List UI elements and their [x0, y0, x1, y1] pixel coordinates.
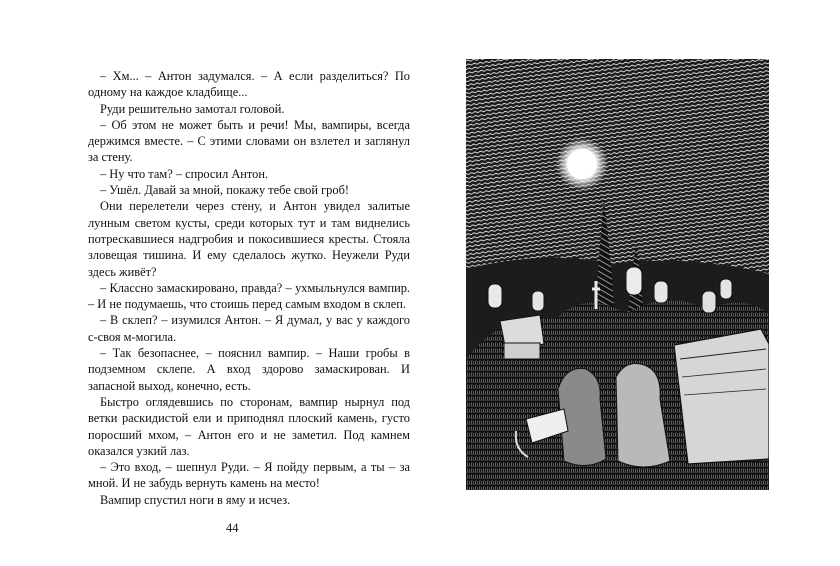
paragraph: – Хм... – Антон задумался. – А если разделиться? По одному на каждое кладбище...	[88, 69, 410, 100]
paragraph: – Об этом не может быть и речи! Мы, вампиры, всегда держимся вместе. – С этими словами он взлетел и заглянул за стену.	[88, 117, 410, 165]
paragraph: Быстро оглядевшись по сторонам, вампир нырнул под ветки раскидистой ели и приподнял плоский камень, густо поросший мхом, – Антон его и не заметил. Под камнем оказался узкий лаз.	[88, 394, 410, 458]
page-text	[88, 68, 410, 508]
paragraph: – Классно замаскировано, правда? – ухмыльнулся вампир. – И не подумаешь, что стоишь перед самым входом в склеп.	[88, 280, 410, 312]
paragraph: – Это вход, – шепнул Руди. – Я пойду первым, а ты – за мной. И не забудь вернуть камень на место!	[88, 460, 410, 491]
paragraph: Вампир спустил ноги в яму и исчез.	[100, 492, 291, 507]
paragraph: – Ушёл. Давай за мной, покажу тебе свой гроб!	[100, 183, 350, 198]
cemetery-illustration	[466, 59, 769, 490]
paragraph: Руди решительно замотал головой.	[100, 101, 285, 116]
paragraph: – Ну что там? – спросил Антон.	[100, 166, 269, 181]
paragraph: Они перелетели через стену, и Антон увидел залитые лунным светом кусты, среди которых тут и там виднелись потрескавшиеся надгробия и покосившиеся кресты. Стояла зловещая тишина. И ему сделалось жутко. Неужели Руди здесь живёт?	[88, 199, 410, 279]
crypt	[674, 329, 769, 464]
paragraph: – В склеп? – изумился Антон. – Я думал, у вас у каждого с-своя м-могила.	[88, 313, 410, 344]
page-number: 44	[226, 521, 239, 535]
tombstone	[488, 284, 502, 308]
paragraph: – Так безопаснее, – пояснил вампир. – Наши гробы в подземном склепе. А вход здорово замаскирован. И запасной выход, конечно, есть.	[88, 346, 410, 393]
